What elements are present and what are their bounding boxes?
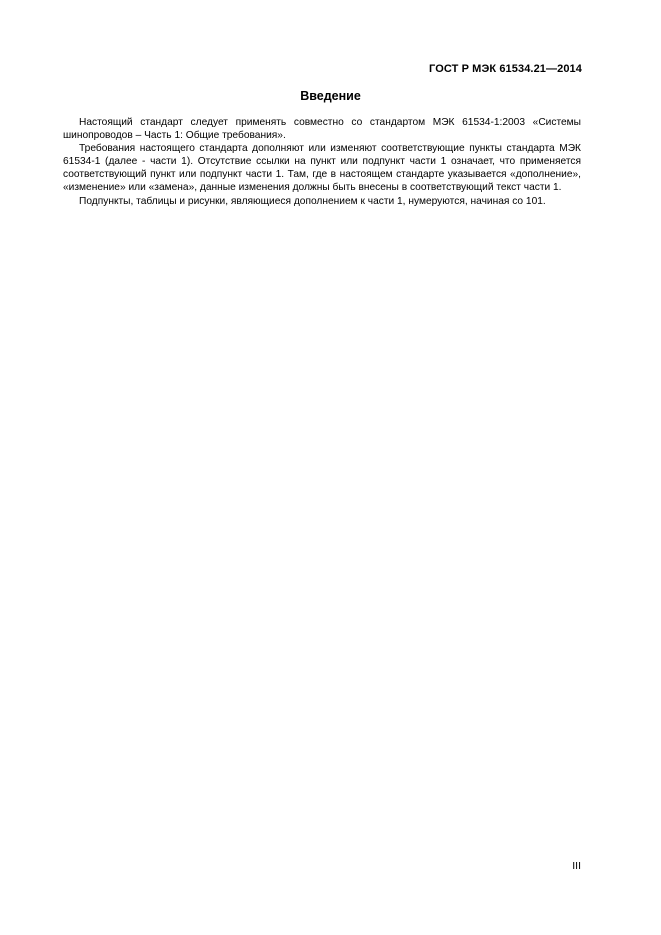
- paragraph-2: Требования настоящего стандарта дополняют или изменяют соответствующие пункты стандарта МЭК 61534-1 (далее - части 1). Отсутствие ссылки на пункт или подпункт части 1 означает, что применяется соответствующий пункт или подпункт части 1. Там, где в настоящем стандарте указывается «дополнение», «изменение» или «замена», данные изменения должны быть внесены в соответствующий текст части 1.: [63, 143, 581, 194]
- paragraph-3: Подпункты, таблицы и рисунки, являющиеся дополнением к части 1, нумеруются, начиная со 101.: [79, 195, 546, 207]
- paragraph-1: Настоящий стандарт следует применять совместно со стандартом МЭК 61534-1:2003 «Системы шинопроводов – Часть 1: Общие требования».: [63, 117, 581, 142]
- document-header: ГОСТ Р МЭК 61534.21—2014: [429, 63, 582, 75]
- body-text: [63, 116, 581, 208]
- page-number: III: [572, 860, 581, 872]
- section-title: Введение: [300, 89, 361, 103]
